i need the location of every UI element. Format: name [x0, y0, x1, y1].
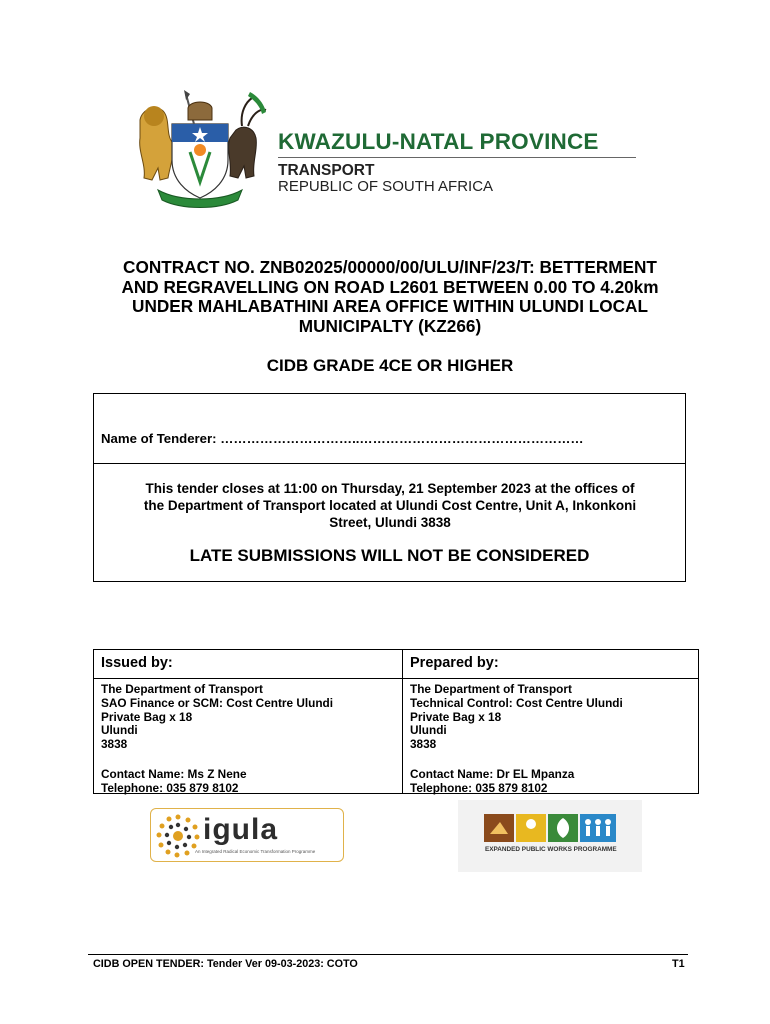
closing-line: Street, Ulundi 3838 — [329, 515, 451, 530]
address-line: Private Bag x 18 — [101, 709, 193, 724]
epwp-logo — [458, 800, 642, 872]
issued-by-address — [101, 683, 333, 752]
igula-wordmark: igula — [203, 813, 279, 846]
telephone: Telephone: 035 879 8102 — [101, 780, 239, 795]
issued-by-contact — [101, 768, 247, 796]
igula-logo — [150, 808, 344, 862]
address-line: Private Bag x 18 — [410, 709, 502, 724]
header-divider — [94, 678, 698, 679]
contract-title-line: AND REGRAVELLING ON ROAD L2601 BETWEEN 0.00 TO 4.20km — [121, 276, 659, 297]
tender-box — [93, 393, 686, 582]
epwp-caption: EXPANDED PUBLIC WORKS PROGRAMME — [485, 846, 617, 853]
footer-page-id: T1 — [672, 958, 685, 970]
address-line: 3838 — [410, 737, 437, 752]
address-line: Ulundi — [410, 723, 447, 738]
prepared-by-heading: Prepared by: — [410, 655, 499, 671]
issued-by-heading: Issued by: — [101, 655, 173, 671]
coat-of-arms-icon — [130, 90, 270, 210]
contract-title-line: MUNICIPALTY (KZ266) — [298, 315, 482, 336]
tenderer-label: Name of Tenderer: — [101, 431, 217, 446]
address-line: Technical Control: Cost Centre Ulundi — [410, 695, 623, 710]
prepared-by-address — [410, 683, 623, 752]
contract-title-line: CONTRACT NO. ZNB02025/00000/00/ULU/INF/23/T: BETTERMENT — [123, 257, 657, 277]
tenderer-row — [101, 431, 584, 446]
closing-line: the Department of Transport located at Ulundi Cost Centre, Unit A, Inkonkoni — [143, 498, 637, 513]
address-line: The Department of Transport — [410, 682, 572, 696]
cidb-grade: CIDB GRADE 4CE OR HIGHER — [266, 356, 514, 375]
closing-notice — [104, 480, 676, 531]
prepared-by-contact — [410, 768, 574, 796]
contract-title — [100, 258, 680, 336]
contact-name: Contact Name: Ms Z Nene — [101, 767, 247, 781]
footer-version: CIDB OPEN TENDER: Tender Ver 09-03-2023: COTO — [93, 958, 358, 970]
tenderer-name-field[interactable]: …………………………..…………………………………………… — [220, 431, 584, 446]
province-title: KWAZULU-NATAL PROVINCE — [278, 129, 599, 154]
tender-box-divider — [94, 463, 685, 464]
contact-name: Contact Name: Dr EL Mpanza — [410, 767, 575, 781]
column-divider — [402, 650, 403, 793]
address-line: The Department of Transport — [101, 682, 263, 696]
address-line: SAO Finance or SCM: Cost Centre Ulundi — [101, 695, 334, 710]
address-line: Ulundi — [101, 723, 138, 738]
country-name: REPUBLIC OF SOUTH AFRICA — [278, 178, 494, 195]
telephone: Telephone: 035 879 8102 — [410, 780, 548, 795]
contract-title-line: UNDER MAHLABATHINI AREA OFFICE WITHIN ULUNDI LOCAL — [132, 296, 648, 316]
department-name: TRANSPORT — [278, 162, 375, 179]
header-rule — [278, 157, 636, 158]
igula-tagline: An Integrated Radical Economic Transformation Programme — [195, 849, 316, 854]
contact-table — [93, 649, 699, 794]
late-submission-notice: LATE SUBMISSIONS WILL NOT BE CONSIDERED — [189, 546, 590, 565]
footer-rule — [88, 954, 688, 955]
closing-line: This tender closes at 11:00 on Thursday, 21 September 2023 at the offices of — [145, 481, 635, 496]
epwp-pictogram-icon — [484, 814, 616, 842]
address-line: 3838 — [101, 737, 128, 752]
